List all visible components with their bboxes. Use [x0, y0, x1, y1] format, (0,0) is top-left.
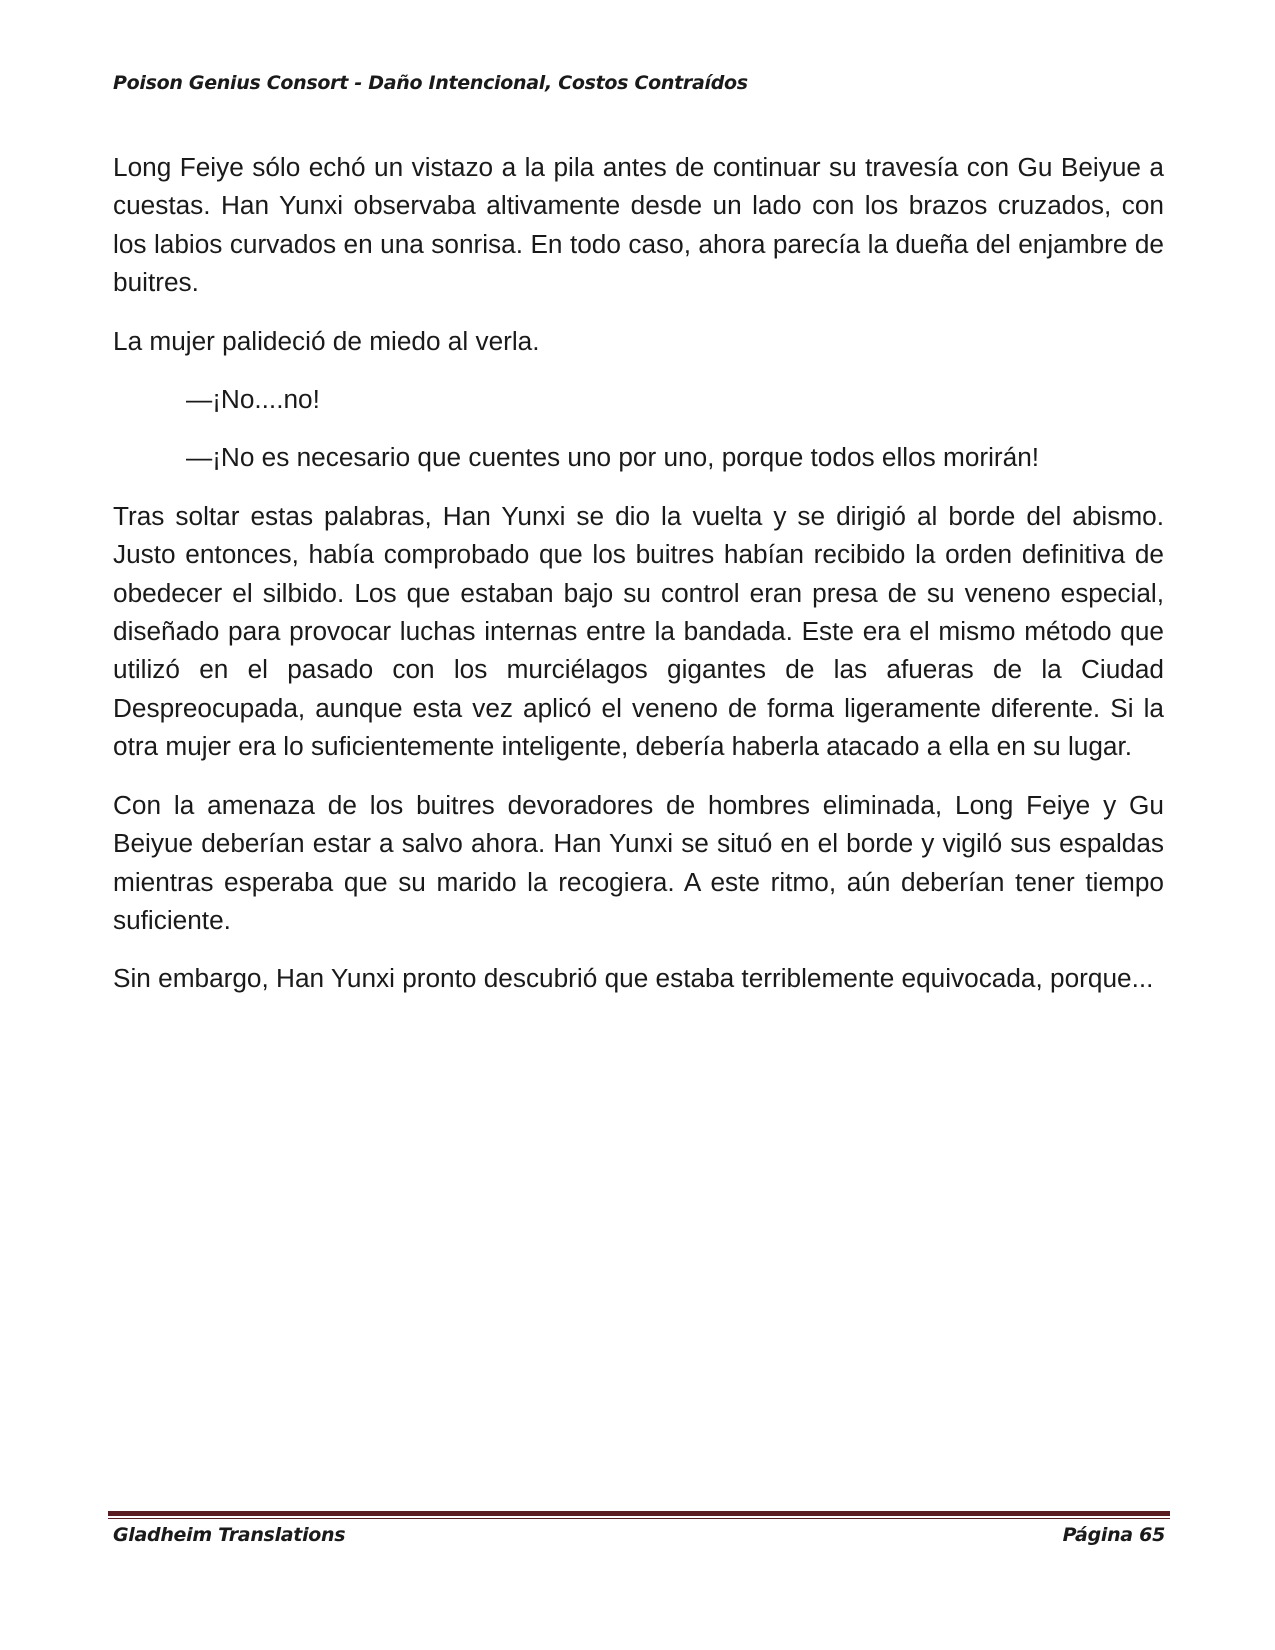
dialogue-line: —¡No....no! — [186, 384, 320, 415]
footer-divider — [108, 1511, 1170, 1519]
dialogue-line: —¡No es necesario que cuentes uno por uno, porque todos ellos morirán! — [186, 442, 1040, 473]
footer-page-number: Página 65 — [1062, 1524, 1165, 1546]
paragraph: Long Feiye sólo echó un vistazo a la pila antes de continuar su travesía con Gu Beiyue a cuestas. Han Yunxi observaba altivamente desde un lado con los brazos cruzados, con los labios curvados en una sonrisa. En todo caso, ahora parecía la dueña del enjambre de buitres. — [113, 152, 1164, 298]
page-header-title: Poison Genius Consort - Daño Intencional, Costos Contraídos — [113, 72, 748, 94]
paragraph: La mujer palideció de miedo al verla. — [113, 325, 540, 356]
footer-publisher: Gladheim Translations — [113, 1524, 346, 1546]
paragraph: Tras soltar estas palabras, Han Yunxi se dio la vuelta y se dirigió al borde del abismo. Justo entonces, había comprobado que los buitres habían recibido la orden definitiva de obedecer el silbido. Los que estaban bajo su control eran presa de su veneno especial, diseñado para provocar luchas internas entre la bandada. Este era el mismo método que utilizó en el pasado con los murciélagos gigantes de las afueras de la Ciudad Despreocupada, aunque esta vez aplicó el veneno de forma ligeramente diferente. Si la otra mujer era lo suficientemente inteligente, debería haberla atacado a ella en su lugar. — [113, 500, 1164, 762]
paragraph: Con la amenaza de los buitres devoradores de hombres eliminada, Long Feiye y Gu Beiyue deberían estar a salvo ahora. Han Yunxi se situó en el borde y vigiló sus espaldas mientras esperaba que su marido la recogiera. A este ritmo, aún deberían tener tiempo suficiente. — [113, 789, 1164, 935]
chapter-body — [113, 148, 1164, 1018]
paragraph: Sin embargo, Han Yunxi pronto descubrió que estaba terriblemente equivocada, porque... — [113, 963, 1154, 994]
